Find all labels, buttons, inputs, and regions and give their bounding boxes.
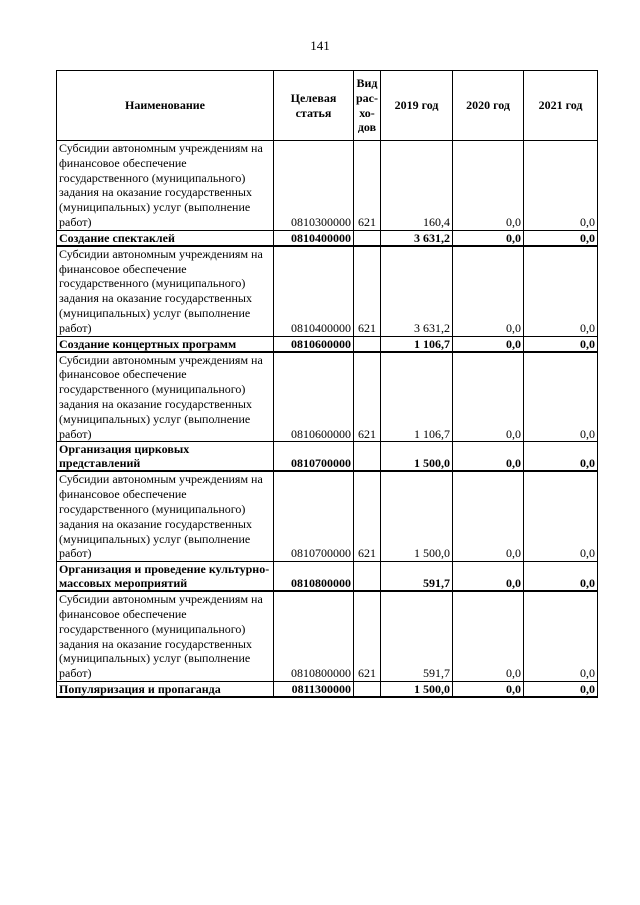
table-row bbox=[57, 681, 598, 697]
row-expense-type: 621 bbox=[354, 246, 381, 336]
row-value-2021: 0,0 bbox=[524, 352, 598, 442]
row-value-2020: 0,0 bbox=[453, 336, 524, 352]
table-row bbox=[57, 562, 598, 592]
row-name: Субсидии автономным учреждениям на финансовое обеспечение государственного (муниципального) задания на оказание государственных (муниципальных) услуг (выполнение работ) bbox=[57, 591, 274, 681]
row-target-code: 0810800000 bbox=[274, 591, 354, 681]
row-value-2020: 0,0 bbox=[453, 591, 524, 681]
row-value-2021: 0,0 bbox=[524, 141, 598, 231]
row-expense-type: 621 bbox=[354, 141, 381, 231]
row-value-2021: 0,0 bbox=[524, 591, 598, 681]
table-body bbox=[57, 141, 598, 697]
row-name: Субсидии автономным учреждениям на финансовое обеспечение государственного (муниципального) задания на оказание государственных (муниципальных) услуг (выполнение работ) bbox=[57, 352, 274, 442]
header-expense: Вид рас-хо-дов bbox=[354, 71, 381, 141]
row-target-code: 0810400000 bbox=[274, 230, 354, 246]
row-value-2019: 1 500,0 bbox=[381, 681, 453, 697]
row-value-2021: 0,0 bbox=[524, 442, 598, 472]
row-expense-type: 621 bbox=[354, 352, 381, 442]
header-target: Целевая статья bbox=[274, 71, 354, 141]
row-expense-type bbox=[354, 442, 381, 472]
row-value-2020: 0,0 bbox=[453, 681, 524, 697]
table-row bbox=[57, 471, 598, 561]
row-target-code: 0810600000 bbox=[274, 336, 354, 352]
row-value-2020: 0,0 bbox=[453, 230, 524, 246]
page-number: 141 bbox=[310, 38, 330, 53]
row-value-2019: 1 106,7 bbox=[381, 336, 453, 352]
table-row bbox=[57, 230, 598, 246]
row-target-code: 0810600000 bbox=[274, 352, 354, 442]
budget-table bbox=[56, 70, 598, 698]
row-value-2019: 3 631,2 bbox=[381, 230, 453, 246]
row-target-code: 0810400000 bbox=[274, 246, 354, 336]
row-name: Субсидии автономным учреждениям на финансовое обеспечение государственного (муниципального) задания на оказание государственных (муниципальных) услуг (выполнение работ) bbox=[57, 246, 274, 336]
row-value-2019: 1 106,7 bbox=[381, 352, 453, 442]
row-value-2019: 591,7 bbox=[381, 562, 453, 592]
header-2019: 2019 год bbox=[381, 71, 453, 141]
row-name: Популяризация и пропаганда bbox=[57, 681, 274, 697]
row-value-2020: 0,0 bbox=[453, 562, 524, 592]
row-value-2020: 0,0 bbox=[453, 442, 524, 472]
table-row bbox=[57, 442, 598, 472]
row-target-code: 0811300000 bbox=[274, 681, 354, 697]
table-header-row bbox=[57, 71, 598, 141]
row-value-2021: 0,0 bbox=[524, 246, 598, 336]
row-value-2020: 0,0 bbox=[453, 352, 524, 442]
row-expense-type bbox=[354, 336, 381, 352]
row-value-2021: 0,0 bbox=[524, 471, 598, 561]
row-value-2019: 160,4 bbox=[381, 141, 453, 231]
row-target-code: 0810700000 bbox=[274, 442, 354, 472]
row-expense-type: 621 bbox=[354, 591, 381, 681]
row-name: Субсидии автономным учреждениям на финансовое обеспечение государственного (муниципального) задания на оказание государственных (муниципальных) услуг (выполнение работ) bbox=[57, 141, 274, 231]
table-row bbox=[57, 246, 598, 336]
header-2020: 2020 год bbox=[453, 71, 524, 141]
row-expense-type bbox=[354, 681, 381, 697]
row-target-code: 0810300000 bbox=[274, 141, 354, 231]
row-value-2019: 3 631,2 bbox=[381, 246, 453, 336]
row-value-2019: 591,7 bbox=[381, 591, 453, 681]
row-value-2021: 0,0 bbox=[524, 230, 598, 246]
row-value-2020: 0,0 bbox=[453, 246, 524, 336]
table-row bbox=[57, 352, 598, 442]
row-expense-type bbox=[354, 562, 381, 592]
row-value-2021: 0,0 bbox=[524, 681, 598, 697]
row-name: Организация и проведение культурно-массовых мероприятий bbox=[57, 562, 274, 592]
row-name: Организация цирковых представлений bbox=[57, 442, 274, 472]
row-name: Создание концертных программ bbox=[57, 336, 274, 352]
row-name: Субсидии автономным учреждениям на финансовое обеспечение государственного (муниципального) задания на оказание государственных (муниципальных) услуг (выполнение работ) bbox=[57, 471, 274, 561]
row-value-2020: 0,0 bbox=[453, 141, 524, 231]
row-value-2020: 0,0 bbox=[453, 471, 524, 561]
row-value-2021: 0,0 bbox=[524, 562, 598, 592]
row-expense-type: 621 bbox=[354, 471, 381, 561]
table-row bbox=[57, 336, 598, 352]
row-name: Создание спектаклей bbox=[57, 230, 274, 246]
row-value-2019: 1 500,0 bbox=[381, 471, 453, 561]
row-target-code: 0810700000 bbox=[274, 471, 354, 561]
row-value-2021: 0,0 bbox=[524, 336, 598, 352]
table-row bbox=[57, 141, 598, 231]
header-name: Наименование bbox=[57, 71, 274, 141]
table-row bbox=[57, 591, 598, 681]
row-target-code: 0810800000 bbox=[274, 562, 354, 592]
row-expense-type bbox=[354, 230, 381, 246]
header-2021: 2021 год bbox=[524, 71, 598, 141]
row-value-2019: 1 500,0 bbox=[381, 442, 453, 472]
